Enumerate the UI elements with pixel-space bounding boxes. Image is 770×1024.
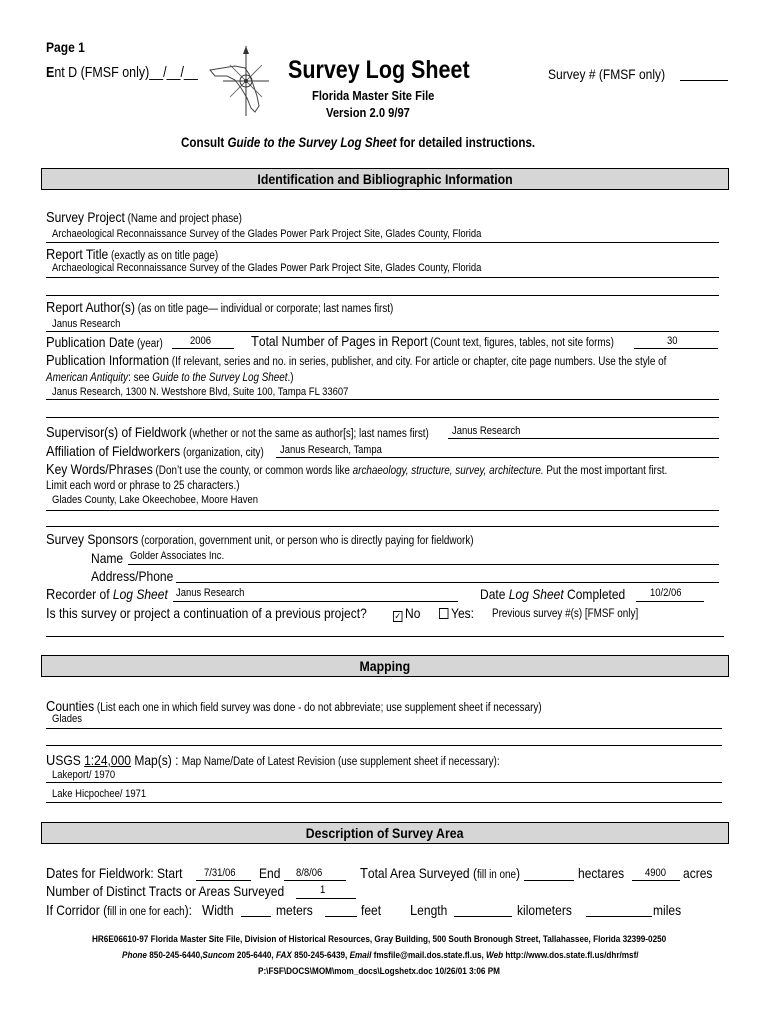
recorder-value[interactable]: Janus Research xyxy=(176,587,245,599)
fieldwork-start-line xyxy=(196,880,251,881)
fieldwork-dates-label: Dates for Fieldwork: Start xyxy=(46,865,183,882)
continuation-yes-option[interactable]: Yes: xyxy=(439,605,480,621)
continuation-line xyxy=(46,636,724,637)
date-completed-label: Date Log Sheet Completed xyxy=(480,586,626,602)
fieldwork-start-value[interactable]: 7/31/06 xyxy=(204,867,236,879)
form-title: Survey Log Sheet xyxy=(288,56,470,84)
publication-info-line-2 xyxy=(46,417,719,418)
sponsor-address-line[interactable] xyxy=(176,582,719,583)
footer-file-path: P:\FSF\DOCS\MOM\mom_docs\Logshetx.doc 10/26/01 3:06 PM xyxy=(258,966,500,977)
checkbox-empty-icon[interactable] xyxy=(439,608,448,619)
usgs-maps-label: USGS 1:24,000 Map(s) : Map Name/Date of Latest Revision (use supplement sheet if necessary): xyxy=(46,752,500,769)
keywords-value[interactable]: Glades County, Lake Okeechobee, Moore Haven xyxy=(52,494,258,506)
fieldwork-end-label: End xyxy=(259,865,281,881)
corridor-label: If Corridor (fill in one for each): xyxy=(46,902,193,919)
acres-label: acres xyxy=(683,865,713,881)
counties-line-2 xyxy=(46,745,722,746)
affiliation-line xyxy=(276,457,719,458)
acres-line xyxy=(632,880,680,881)
continuation-question: Is this survey or project a continuation of a previous project? xyxy=(46,605,367,622)
survey-number-label: Survey # (FMSF only) xyxy=(548,66,666,82)
publication-info-value[interactable]: Janus Research, 1300 N. Westshore Blvd, Suite 100, Tampa FL 33607 xyxy=(52,386,349,398)
publication-date-value[interactable]: 2006 xyxy=(190,335,212,347)
total-area-label: Total Area Surveyed (fill in one) xyxy=(360,865,521,882)
keywords-label: Key Words/Phrases (Don’t use the county, or common words like archaeology, structure, survey, architecture. Put the most important first. xyxy=(46,461,668,478)
consult-instructions: Consult Guide to the Survey Log Sheet for detailed instructions. xyxy=(181,135,536,150)
fieldwork-end-value[interactable]: 8/8/06 xyxy=(296,867,323,879)
survey-project-label: Survey Project (Name and project phase) xyxy=(46,209,242,226)
section-identification: Identification and Bibliographic Information xyxy=(41,168,729,190)
checkbox-checked-icon[interactable]: ✓ xyxy=(394,611,401,621)
affiliation-value[interactable]: Janus Research, Tampa xyxy=(280,444,382,456)
supervisors-line xyxy=(448,438,719,439)
usgs-map-value-1[interactable]: Lakeport/ 1970 xyxy=(52,769,116,781)
acres-value[interactable]: 4900 xyxy=(645,867,667,879)
usgs-map-line-1 xyxy=(46,782,722,783)
previous-survey-label: Previous survey #(s) [FMSF only] xyxy=(492,608,639,620)
fieldwork-end-line xyxy=(284,880,346,881)
keywords-line-1 xyxy=(46,510,719,511)
survey-number-field[interactable] xyxy=(680,80,728,81)
distinct-tracts-label: Number of Distinct Tracts or Areas Surveyed xyxy=(46,883,285,900)
distinct-tracts-value[interactable]: 1 xyxy=(320,884,326,896)
footer-contact: Phone 850-245-6440,Suncom 205-6440, FAX 850-245-6439, Email fmsfile@mail.dos.state.fl.us, Web http://www.dos.state.fl.us/dhr/msf/ xyxy=(122,950,639,961)
sponsor-address-label: Address/Phone xyxy=(91,568,174,584)
miles-label: miles xyxy=(653,902,682,918)
sponsors-label: Survey Sponsors (corporation, government unit, or person who is directly paying for fieldwork) xyxy=(46,531,474,548)
report-authors-line xyxy=(46,331,719,332)
section-mapping: Mapping xyxy=(41,655,729,677)
usgs-map-value-2[interactable]: Lake Hicpochee/ 1971 xyxy=(52,788,147,800)
publication-info-hint: American Antiquity: see Guide to the Survey Log Sheet.) xyxy=(46,372,294,384)
hectares-label: hectares xyxy=(578,865,625,881)
width-feet-line[interactable] xyxy=(325,916,357,917)
keywords-line-2 xyxy=(46,526,719,527)
report-title-value[interactable]: Archaeological Reconnaissance Survey of the Glades Power Park Project Site, Glades County, Florida xyxy=(52,262,482,274)
affiliation-label: Affiliation of Fieldworkers (organization, city) xyxy=(46,443,264,460)
footer-address: HR6E06610-97 Florida Master Site File, Division of Historical Resources, Gray Building, 500 South Bronough Street, Tallahassee, Florida 32399-0250 xyxy=(92,934,667,945)
form-version: Version 2.0 9/97 xyxy=(326,105,410,120)
counties-value[interactable]: Glades xyxy=(52,713,82,725)
section-description: Description of Survey Area xyxy=(41,822,729,844)
sponsor-name-value[interactable]: Golder Associates Inc. xyxy=(130,550,225,562)
hectares-line[interactable] xyxy=(524,880,574,881)
usgs-map-line-2 xyxy=(46,802,722,803)
corridor-width-label: Width xyxy=(202,902,234,919)
publication-date-label: Publication Date (year) xyxy=(46,334,163,351)
counties-label: Counties (List each one in which field survey was done - do not abbreviate; use supplement sheet if necessary) xyxy=(46,698,542,715)
report-authors-value[interactable]: Janus Research xyxy=(52,318,121,330)
report-title-line-2 xyxy=(46,295,719,296)
form-subtitle: Florida Master Site File xyxy=(312,88,435,103)
publication-date-line xyxy=(172,348,234,349)
kilometers-label: kilometers xyxy=(517,902,572,918)
meters-label: meters xyxy=(276,902,313,918)
total-pages-label: Total Number of Pages in Report (Count text, figures, tables, not site forms) xyxy=(251,333,614,350)
length-km-line[interactable] xyxy=(454,916,512,917)
keywords-hint: Limit each word or phrase to 25 characters.) xyxy=(46,480,240,492)
distinct-tracts-line xyxy=(296,898,356,899)
length-miles-line[interactable] xyxy=(586,916,652,917)
florida-compass-logo-icon xyxy=(205,44,287,118)
survey-project-value[interactable]: Archaeological Reconnaissance Survey of the Glades Power Park Project Site, Glades County, Florida xyxy=(52,228,482,240)
publication-info-line-1 xyxy=(46,399,719,400)
recorder-label: Recorder of Log Sheet xyxy=(46,586,168,603)
recorder-line xyxy=(173,601,458,602)
page-number: Page 1 xyxy=(46,39,85,55)
continuation-no-option[interactable]: ✓ No xyxy=(394,605,421,621)
width-meters-line[interactable] xyxy=(241,916,271,917)
date-completed-line xyxy=(636,601,704,602)
sponsor-name-line xyxy=(128,564,719,565)
feet-label: feet xyxy=(361,902,382,918)
survey-project-line xyxy=(46,242,719,243)
total-pages-value[interactable]: 30 xyxy=(667,335,678,347)
publication-info-label: Publication Information (If relevant, series and no. in series, publisher, and city. For article or chapter, cite page numbers. Use the style of xyxy=(46,352,667,369)
corridor-length-label: Length xyxy=(410,902,448,919)
total-pages-line xyxy=(634,348,718,349)
report-title-line-1 xyxy=(46,277,719,278)
report-title-label: Report Title (exactly as on title page) xyxy=(46,246,219,263)
counties-line-1 xyxy=(46,728,722,729)
supervisors-label: Supervisor(s) of Fieldwork (whether or not the same as author[s]; last names first) xyxy=(46,424,429,441)
ent-d-field: Ent D (FMSF only)__/__/__ xyxy=(46,65,198,81)
report-authors-label: Report Author(s) (as on title page— individual or corporate; last names first) xyxy=(46,299,394,316)
supervisors-value[interactable]: Janus Research xyxy=(452,425,521,437)
date-completed-value[interactable]: 10/2/06 xyxy=(650,587,682,599)
sponsor-name-label: Name xyxy=(91,550,124,566)
